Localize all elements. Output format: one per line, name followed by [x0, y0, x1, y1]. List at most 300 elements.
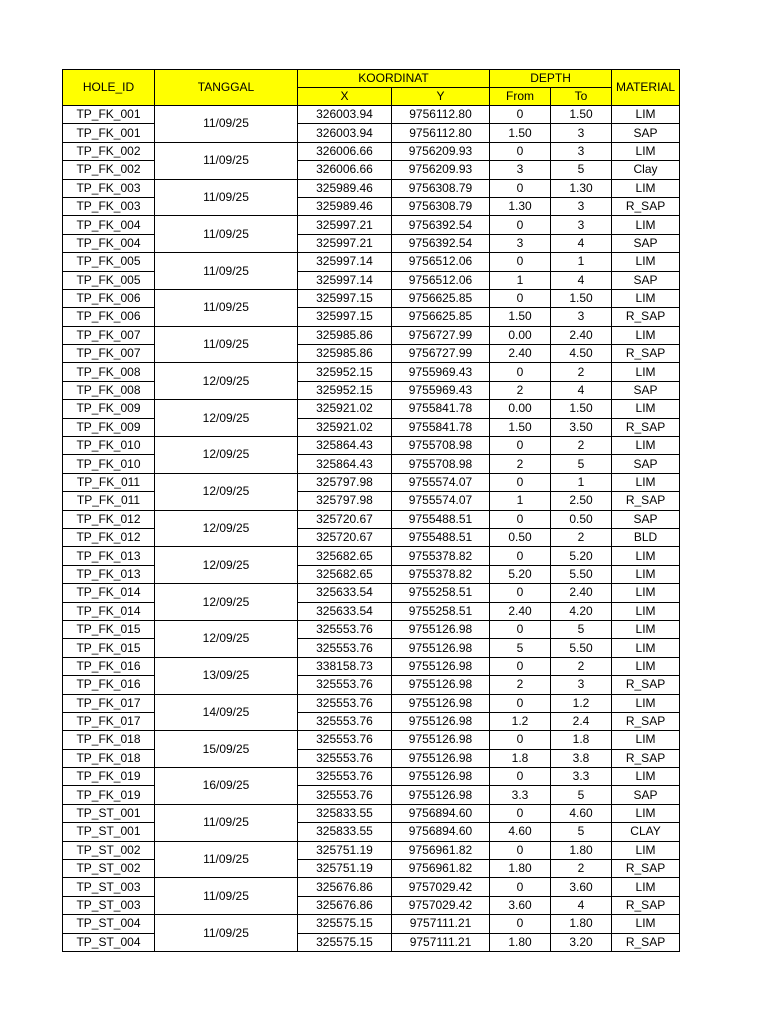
- cell-to: 1.30: [551, 179, 612, 197]
- cell-x: 325864.43: [298, 455, 392, 473]
- cell-material: LIM: [612, 602, 680, 620]
- cell-material: BLD: [612, 528, 680, 546]
- cell-to: 4: [551, 381, 612, 399]
- cell-from: 0: [490, 657, 551, 675]
- cell-hole-id: TP_FK_018: [63, 731, 155, 749]
- cell-y: 9755258.51: [392, 584, 490, 602]
- cell-to: 2: [551, 528, 612, 546]
- cell-from: 2.40: [490, 345, 551, 363]
- cell-from: 0: [490, 510, 551, 528]
- cell-hole-id: TP_FK_006: [63, 308, 155, 326]
- cell-material: LIM: [612, 179, 680, 197]
- cell-tanggal: 12/09/25: [155, 363, 298, 400]
- cell-x: 325997.14: [298, 271, 392, 289]
- cell-y: 9756512.06: [392, 271, 490, 289]
- cell-material: LIM: [612, 768, 680, 786]
- cell-from: 1.50: [490, 124, 551, 142]
- cell-hole-id: TP_FK_007: [63, 345, 155, 363]
- cell-material: LIM: [612, 253, 680, 271]
- cell-y: 9756392.54: [392, 234, 490, 252]
- cell-y: 9755841.78: [392, 418, 490, 436]
- cell-from: 0: [490, 915, 551, 933]
- cell-hole-id: TP_FK_017: [63, 694, 155, 712]
- cell-y: 9756727.99: [392, 345, 490, 363]
- cell-x: 325633.54: [298, 584, 392, 602]
- cell-x: 325682.65: [298, 547, 392, 565]
- cell-from: 1.50: [490, 308, 551, 326]
- cell-tanggal: 12/09/25: [155, 620, 298, 657]
- cell-hole-id: TP_FK_003: [63, 197, 155, 215]
- cell-x: 325989.46: [298, 179, 392, 197]
- cell-tanggal: 15/09/25: [155, 731, 298, 768]
- cell-material: CLAY: [612, 823, 680, 841]
- cell-y: 9757111.21: [392, 933, 490, 951]
- cell-to: 4.20: [551, 602, 612, 620]
- cell-hole-id: TP_FK_005: [63, 253, 155, 271]
- header-x: X: [298, 88, 392, 106]
- cell-y: 9756112.80: [392, 106, 490, 124]
- cell-from: 1.2: [490, 712, 551, 730]
- cell-to: 3: [551, 308, 612, 326]
- table-row: [63, 878, 680, 896]
- cell-to: 5.50: [551, 639, 612, 657]
- table-row: [63, 657, 680, 675]
- cell-x: 325633.54: [298, 602, 392, 620]
- cell-from: 0: [490, 216, 551, 234]
- table-row: [63, 326, 680, 344]
- table-row: [63, 841, 680, 859]
- cell-hole-id: TP_FK_008: [63, 381, 155, 399]
- cell-to: 5: [551, 455, 612, 473]
- cell-from: 0: [490, 253, 551, 271]
- cell-y: 9755126.98: [392, 768, 490, 786]
- cell-x: 325985.86: [298, 345, 392, 363]
- cell-from: 1: [490, 271, 551, 289]
- cell-x: 325833.55: [298, 823, 392, 841]
- cell-y: 9756209.93: [392, 161, 490, 179]
- cell-x: 325751.19: [298, 860, 392, 878]
- cell-y: 9755126.98: [392, 749, 490, 767]
- cell-from: 1.80: [490, 933, 551, 951]
- table-row: [63, 289, 680, 307]
- cell-hole-id: TP_ST_004: [63, 933, 155, 951]
- cell-material: LIM: [612, 584, 680, 602]
- cell-tanggal: 12/09/25: [155, 510, 298, 547]
- cell-material: R_SAP: [612, 933, 680, 951]
- cell-material: LIM: [612, 326, 680, 344]
- cell-x: 325864.43: [298, 437, 392, 455]
- cell-from: 0.50: [490, 528, 551, 546]
- header-y: Y: [392, 88, 490, 106]
- cell-y: 9756727.99: [392, 326, 490, 344]
- cell-to: 3.3: [551, 768, 612, 786]
- table-row: [63, 106, 680, 124]
- header-koordinat: KOORDINAT: [298, 70, 490, 88]
- cell-from: 3.3: [490, 786, 551, 804]
- cell-y: 9756308.79: [392, 179, 490, 197]
- cell-to: 2: [551, 363, 612, 381]
- cell-y: 9755126.98: [392, 620, 490, 638]
- cell-x: 325720.67: [298, 510, 392, 528]
- cell-from: 4.60: [490, 823, 551, 841]
- cell-material: LIM: [612, 106, 680, 124]
- cell-from: 5.20: [490, 565, 551, 583]
- cell-to: 4: [551, 234, 612, 252]
- cell-to: 3.50: [551, 418, 612, 436]
- cell-y: 9756112.80: [392, 124, 490, 142]
- cell-x: 325553.76: [298, 712, 392, 730]
- cell-y: 9757029.42: [392, 878, 490, 896]
- cell-x: 325997.21: [298, 216, 392, 234]
- cell-from: 0: [490, 547, 551, 565]
- cell-material: LIM: [612, 731, 680, 749]
- table-row: [63, 547, 680, 565]
- cell-from: 0: [490, 473, 551, 491]
- cell-to: 4: [551, 896, 612, 914]
- cell-tanggal: 11/09/25: [155, 289, 298, 326]
- cell-from: 1.30: [490, 197, 551, 215]
- cell-x: 326006.66: [298, 161, 392, 179]
- cell-from: 0: [490, 584, 551, 602]
- cell-hole-id: TP_FK_013: [63, 547, 155, 565]
- cell-x: 325676.86: [298, 896, 392, 914]
- cell-x: 325553.76: [298, 786, 392, 804]
- cell-to: 3: [551, 142, 612, 160]
- cell-x: 325797.98: [298, 492, 392, 510]
- cell-from: 0: [490, 363, 551, 381]
- cell-from: 3.60: [490, 896, 551, 914]
- cell-hole-id: TP_FK_014: [63, 584, 155, 602]
- cell-y: 9755708.98: [392, 455, 490, 473]
- cell-tanggal: 11/09/25: [155, 216, 298, 253]
- cell-y: 9756894.60: [392, 804, 490, 822]
- cell-material: R_SAP: [612, 345, 680, 363]
- cell-hole-id: TP_FK_016: [63, 657, 155, 675]
- cell-y: 9755126.98: [392, 712, 490, 730]
- cell-tanggal: 12/09/25: [155, 437, 298, 474]
- cell-y: 9756512.06: [392, 253, 490, 271]
- cell-material: LIM: [612, 289, 680, 307]
- cell-hole-id: TP_FK_010: [63, 455, 155, 473]
- cell-to: 1.80: [551, 915, 612, 933]
- cell-y: 9756392.54: [392, 216, 490, 234]
- table-row: [63, 768, 680, 786]
- cell-hole-id: TP_FK_010: [63, 437, 155, 455]
- cell-hole-id: TP_FK_011: [63, 473, 155, 491]
- cell-from: 0: [490, 804, 551, 822]
- table-row: [63, 510, 680, 528]
- cell-material: LIM: [612, 547, 680, 565]
- cell-from: 2: [490, 455, 551, 473]
- cell-tanggal: 11/09/25: [155, 179, 298, 216]
- cell-hole-id: TP_FK_012: [63, 510, 155, 528]
- cell-from: 0: [490, 106, 551, 124]
- cell-y: 9755126.98: [392, 786, 490, 804]
- cell-y: 9755574.07: [392, 473, 490, 491]
- cell-from: 0: [490, 437, 551, 455]
- cell-from: 0: [490, 179, 551, 197]
- table-body: [63, 106, 680, 952]
- cell-x: 325676.86: [298, 878, 392, 896]
- cell-x: 325833.55: [298, 804, 392, 822]
- cell-y: 9756961.82: [392, 860, 490, 878]
- cell-from: 1.80: [490, 860, 551, 878]
- cell-hole-id: TP_FK_002: [63, 161, 155, 179]
- cell-to: 1: [551, 253, 612, 271]
- cell-y: 9755708.98: [392, 437, 490, 455]
- cell-x: 325575.15: [298, 915, 392, 933]
- cell-from: 5: [490, 639, 551, 657]
- cell-y: 9757029.42: [392, 896, 490, 914]
- cell-y: 9755488.51: [392, 528, 490, 546]
- cell-tanggal: 11/09/25: [155, 915, 298, 952]
- table-row: [63, 620, 680, 638]
- cell-material: LIM: [612, 804, 680, 822]
- cell-x: 326003.94: [298, 106, 392, 124]
- table-row: [63, 804, 680, 822]
- cell-hole-id: TP_FK_013: [63, 565, 155, 583]
- cell-x: 325751.19: [298, 841, 392, 859]
- cell-y: 9756308.79: [392, 197, 490, 215]
- cell-tanggal: 12/09/25: [155, 584, 298, 621]
- cell-hole-id: TP_ST_003: [63, 896, 155, 914]
- cell-x: 325682.65: [298, 565, 392, 583]
- cell-y: 9756625.85: [392, 308, 490, 326]
- cell-hole-id: TP_FK_014: [63, 602, 155, 620]
- cell-x: 325553.76: [298, 694, 392, 712]
- cell-from: 0: [490, 694, 551, 712]
- cell-y: 9755126.98: [392, 657, 490, 675]
- drill-log-table: [62, 69, 680, 952]
- cell-material: LIM: [612, 620, 680, 638]
- table-row: [63, 363, 680, 381]
- cell-hole-id: TP_ST_001: [63, 823, 155, 841]
- table-row: [63, 179, 680, 197]
- cell-hole-id: TP_ST_001: [63, 804, 155, 822]
- cell-to: 3: [551, 197, 612, 215]
- cell-to: 3.60: [551, 878, 612, 896]
- cell-material: LIM: [612, 142, 680, 160]
- cell-material: SAP: [612, 510, 680, 528]
- cell-y: 9755488.51: [392, 510, 490, 528]
- cell-hole-id: TP_FK_018: [63, 749, 155, 767]
- cell-from: 0.00: [490, 326, 551, 344]
- cell-material: R_SAP: [612, 676, 680, 694]
- table-row: [63, 142, 680, 160]
- cell-to: 2.50: [551, 492, 612, 510]
- cell-material: SAP: [612, 455, 680, 473]
- cell-hole-id: TP_FK_019: [63, 768, 155, 786]
- cell-from: 2: [490, 381, 551, 399]
- cell-x: 325952.15: [298, 363, 392, 381]
- cell-tanggal: 16/09/25: [155, 768, 298, 805]
- cell-hole-id: TP_FK_003: [63, 179, 155, 197]
- cell-to: 3: [551, 216, 612, 234]
- cell-from: 3: [490, 161, 551, 179]
- cell-from: 0: [490, 731, 551, 749]
- cell-y: 9755126.98: [392, 731, 490, 749]
- cell-material: LIM: [612, 437, 680, 455]
- cell-to: 1.50: [551, 106, 612, 124]
- cell-tanggal: 11/09/25: [155, 841, 298, 878]
- cell-tanggal: 11/09/25: [155, 326, 298, 363]
- cell-tanggal: 11/09/25: [155, 253, 298, 290]
- cell-from: 0: [490, 841, 551, 859]
- cell-to: 5.20: [551, 547, 612, 565]
- cell-y: 9755969.43: [392, 363, 490, 381]
- cell-to: 3.20: [551, 933, 612, 951]
- cell-to: 3: [551, 124, 612, 142]
- cell-hole-id: TP_FK_019: [63, 786, 155, 804]
- cell-tanggal: 12/09/25: [155, 547, 298, 584]
- cell-material: R_SAP: [612, 712, 680, 730]
- cell-tanggal: 12/09/25: [155, 473, 298, 510]
- table-row: [63, 400, 680, 418]
- cell-x: 338158.73: [298, 657, 392, 675]
- table-row: [63, 437, 680, 455]
- table-row: [63, 253, 680, 271]
- header-to: To: [551, 88, 612, 106]
- cell-to: 3: [551, 676, 612, 694]
- cell-from: 0: [490, 878, 551, 896]
- cell-hole-id: TP_FK_001: [63, 106, 155, 124]
- table-row: [63, 731, 680, 749]
- cell-x: 325575.15: [298, 933, 392, 951]
- cell-material: LIM: [612, 841, 680, 859]
- cell-material: SAP: [612, 271, 680, 289]
- cell-hole-id: TP_FK_009: [63, 418, 155, 436]
- cell-x: 325952.15: [298, 381, 392, 399]
- cell-from: 0.00: [490, 400, 551, 418]
- cell-to: 5: [551, 786, 612, 804]
- cell-x: 325553.76: [298, 749, 392, 767]
- cell-y: 9757111.21: [392, 915, 490, 933]
- cell-from: 2.40: [490, 602, 551, 620]
- cell-hole-id: TP_FK_004: [63, 234, 155, 252]
- cell-hole-id: TP_FK_015: [63, 639, 155, 657]
- cell-to: 4: [551, 271, 612, 289]
- cell-y: 9756209.93: [392, 142, 490, 160]
- cell-from: 0: [490, 142, 551, 160]
- cell-hole-id: TP_FK_012: [63, 528, 155, 546]
- cell-material: SAP: [612, 381, 680, 399]
- cell-material: SAP: [612, 234, 680, 252]
- cell-material: R_SAP: [612, 492, 680, 510]
- cell-to: 4.60: [551, 804, 612, 822]
- table-header: [63, 70, 680, 106]
- cell-material: R_SAP: [612, 860, 680, 878]
- table-row: [63, 216, 680, 234]
- cell-x: 325997.15: [298, 308, 392, 326]
- cell-y: 9755969.43: [392, 381, 490, 399]
- cell-to: 0.50: [551, 510, 612, 528]
- cell-from: 1.50: [490, 418, 551, 436]
- cell-from: 0: [490, 768, 551, 786]
- cell-y: 9755574.07: [392, 492, 490, 510]
- cell-to: 2: [551, 657, 612, 675]
- cell-material: LIM: [612, 565, 680, 583]
- cell-x: 325921.02: [298, 400, 392, 418]
- cell-to: 1.50: [551, 289, 612, 307]
- cell-y: 9755126.98: [392, 694, 490, 712]
- cell-to: 5: [551, 620, 612, 638]
- cell-hole-id: TP_ST_004: [63, 915, 155, 933]
- cell-y: 9755841.78: [392, 400, 490, 418]
- cell-hole-id: TP_FK_015: [63, 620, 155, 638]
- cell-to: 3.8: [551, 749, 612, 767]
- cell-x: 325720.67: [298, 528, 392, 546]
- cell-to: 5.50: [551, 565, 612, 583]
- cell-y: 9756625.85: [392, 289, 490, 307]
- cell-material: LIM: [612, 363, 680, 381]
- cell-to: 5: [551, 161, 612, 179]
- cell-material: LIM: [612, 657, 680, 675]
- cell-material: LIM: [612, 694, 680, 712]
- cell-y: 9755378.82: [392, 547, 490, 565]
- header-hole-id: HOLE_ID: [63, 70, 155, 106]
- cell-from: 0: [490, 289, 551, 307]
- cell-x: 325553.76: [298, 768, 392, 786]
- cell-x: 325553.76: [298, 676, 392, 694]
- cell-x: 325997.14: [298, 253, 392, 271]
- cell-to: 4.50: [551, 345, 612, 363]
- cell-y: 9755126.98: [392, 676, 490, 694]
- cell-from: 1: [490, 492, 551, 510]
- cell-hole-id: TP_FK_005: [63, 271, 155, 289]
- cell-material: LIM: [612, 473, 680, 491]
- cell-x: 325921.02: [298, 418, 392, 436]
- cell-hole-id: TP_FK_016: [63, 676, 155, 694]
- cell-to: 1.8: [551, 731, 612, 749]
- cell-material: R_SAP: [612, 749, 680, 767]
- cell-x: 325797.98: [298, 473, 392, 491]
- cell-hole-id: TP_FK_002: [63, 142, 155, 160]
- cell-material: LIM: [612, 878, 680, 896]
- cell-hole-id: TP_FK_006: [63, 289, 155, 307]
- cell-tanggal: 11/09/25: [155, 106, 298, 143]
- cell-tanggal: 12/09/25: [155, 400, 298, 437]
- cell-tanggal: 11/09/25: [155, 804, 298, 841]
- cell-material: LIM: [612, 639, 680, 657]
- cell-tanggal: 11/09/25: [155, 878, 298, 915]
- cell-from: 0: [490, 620, 551, 638]
- cell-tanggal: 13/09/25: [155, 657, 298, 694]
- cell-to: 2.40: [551, 584, 612, 602]
- cell-material: R_SAP: [612, 896, 680, 914]
- cell-x: 325997.15: [298, 289, 392, 307]
- cell-material: Clay: [612, 161, 680, 179]
- cell-material: LIM: [612, 216, 680, 234]
- cell-hole-id: TP_FK_017: [63, 712, 155, 730]
- cell-to: 1.2: [551, 694, 612, 712]
- cell-to: 1.80: [551, 841, 612, 859]
- cell-hole-id: TP_ST_002: [63, 841, 155, 859]
- cell-from: 3: [490, 234, 551, 252]
- cell-to: 2: [551, 860, 612, 878]
- header-depth: DEPTH: [490, 70, 612, 88]
- cell-x: 326006.66: [298, 142, 392, 160]
- cell-to: 2.40: [551, 326, 612, 344]
- cell-material: SAP: [612, 786, 680, 804]
- header-material: MATERIAL: [612, 70, 680, 106]
- cell-y: 9755126.98: [392, 639, 490, 657]
- cell-x: 325989.46: [298, 197, 392, 215]
- cell-hole-id: TP_FK_011: [63, 492, 155, 510]
- cell-y: 9755378.82: [392, 565, 490, 583]
- cell-to: 5: [551, 823, 612, 841]
- cell-hole-id: TP_ST_003: [63, 878, 155, 896]
- cell-x: 325553.76: [298, 620, 392, 638]
